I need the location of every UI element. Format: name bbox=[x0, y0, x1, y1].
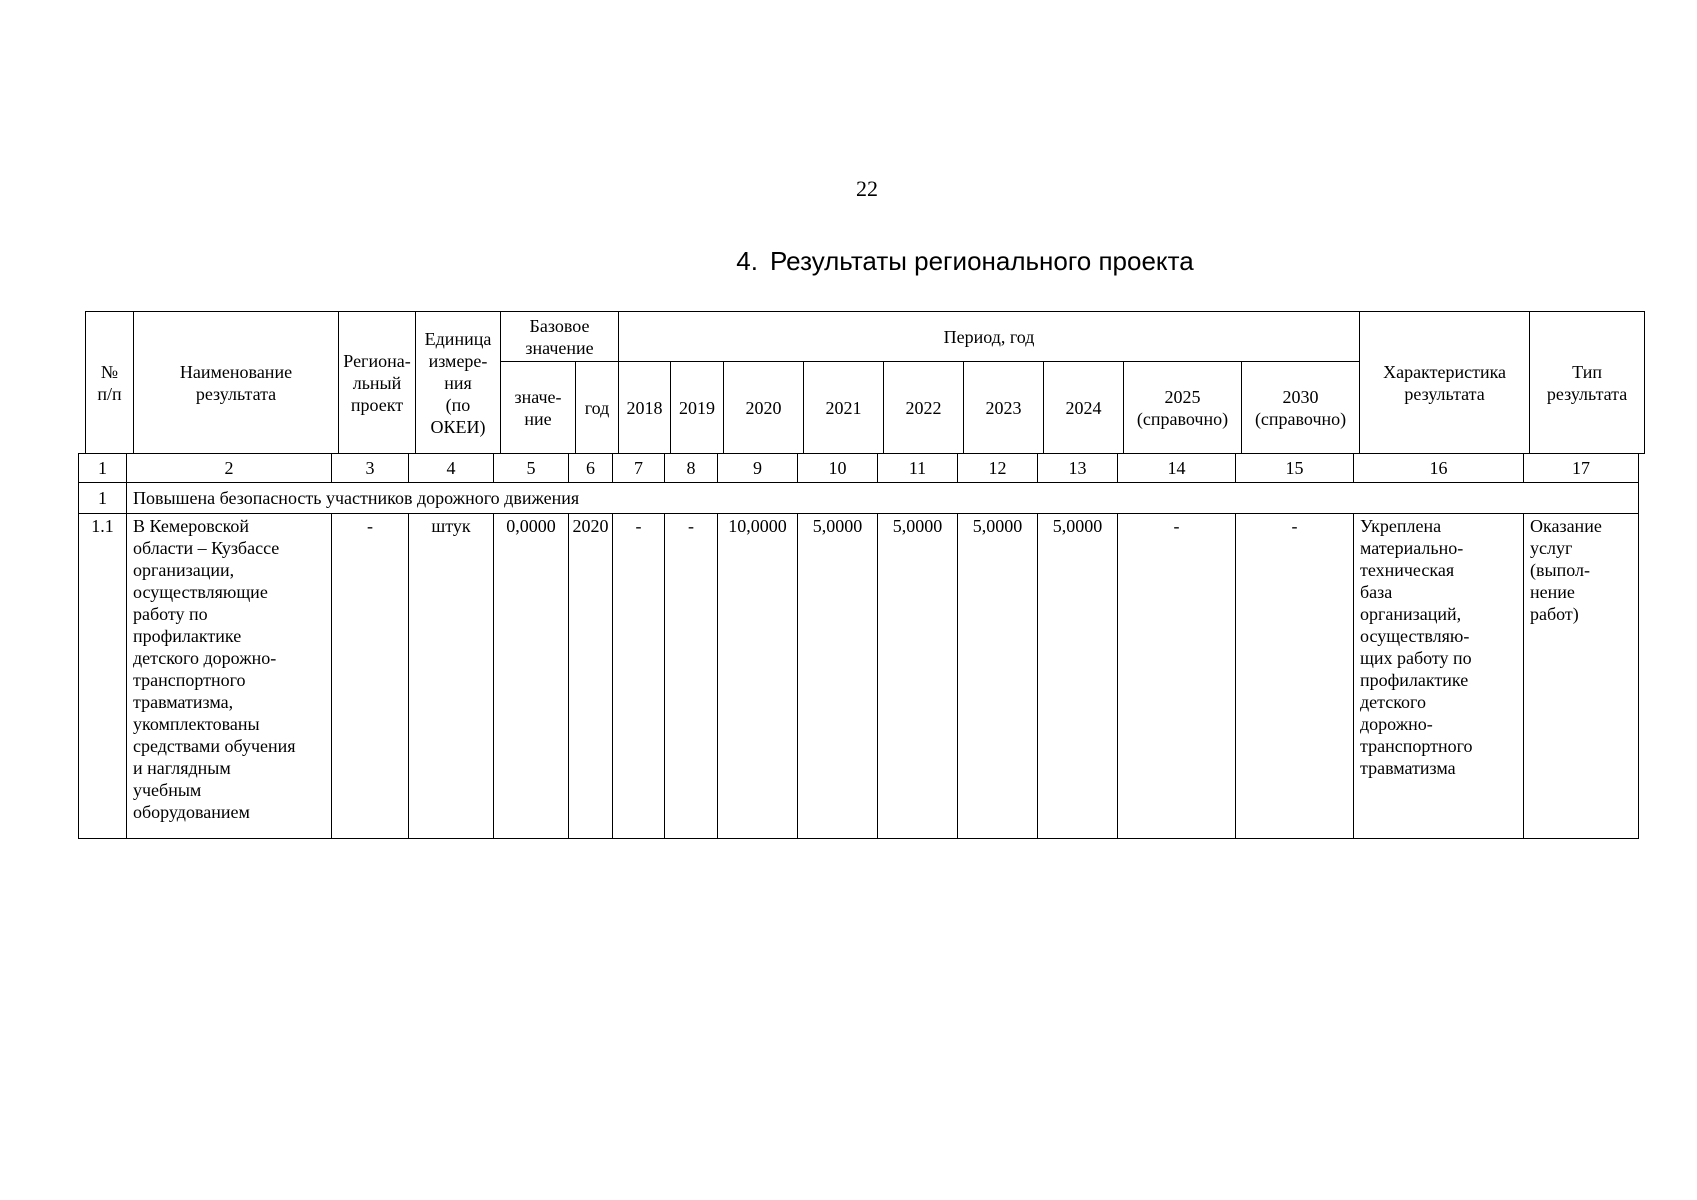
header-characteristic: Характеристика результата bbox=[1360, 312, 1530, 454]
row-base-value: 0,0000 bbox=[494, 514, 569, 839]
column-number: 12 bbox=[958, 454, 1038, 483]
section-title bbox=[0, 246, 1697, 277]
column-number: 4 bbox=[409, 454, 494, 483]
section-row bbox=[79, 483, 1639, 514]
header-year: 2021 bbox=[804, 362, 884, 454]
column-number: 1 bbox=[79, 454, 127, 483]
row-unit: штук bbox=[409, 514, 494, 839]
column-number: 7 bbox=[613, 454, 665, 483]
row-type: Оказание услуг (выпол- нение работ) bbox=[1524, 514, 1639, 839]
header-regional: Регионa- льный проект bbox=[339, 312, 416, 454]
row-num: 1.1 bbox=[79, 514, 127, 839]
row-name: В Кемеровской области – Кузбассе организации, осуществляющие работу по профилактике детского дорожно- транспортного травматизма, укомплектованы средствами обучения и наглядным учебным оборудованием bbox=[127, 514, 332, 839]
column-number: 10 bbox=[798, 454, 878, 483]
column-number: 11 bbox=[878, 454, 958, 483]
column-number-row bbox=[79, 454, 1639, 483]
column-number: 15 bbox=[1236, 454, 1354, 483]
header-unit: Единица измере- ния (по ОКЕИ) bbox=[416, 312, 501, 454]
header-period: Период, год bbox=[619, 312, 1360, 362]
row-characteristic: Укреплена материально- техническая база организаций, осуществляю- щих работу по профилактике детского дорожно- транспортного травматизма bbox=[1354, 514, 1524, 839]
row-base-year: 2020 bbox=[569, 514, 613, 839]
header-year: 2019 bbox=[671, 362, 724, 454]
section-title-text: Результаты регионального проекта bbox=[769, 246, 1194, 276]
results-table-body bbox=[78, 453, 1639, 839]
header-year: 2018 bbox=[619, 362, 671, 454]
row-value-2019: - bbox=[665, 514, 718, 839]
column-number: 6 bbox=[569, 454, 613, 483]
results-table-header bbox=[85, 311, 1645, 454]
row-value-2023: 5,0000 bbox=[958, 514, 1038, 839]
table-row bbox=[79, 514, 1639, 839]
row-value-2018: - bbox=[613, 514, 665, 839]
column-number: 5 bbox=[494, 454, 569, 483]
column-number: 14 bbox=[1118, 454, 1236, 483]
header-name: Наименование результата bbox=[134, 312, 339, 454]
column-number: 3 bbox=[332, 454, 409, 483]
page-number: 22 bbox=[856, 176, 878, 201]
section-row-num: 1 bbox=[79, 483, 127, 514]
header-num: № п/п bbox=[86, 312, 134, 454]
row-value-2025: - bbox=[1118, 514, 1236, 839]
row-regional: - bbox=[332, 514, 409, 839]
header-type: Тип результата bbox=[1530, 312, 1645, 454]
column-number: 2 bbox=[127, 454, 332, 483]
header-year: 2030 (справочно) bbox=[1242, 362, 1360, 454]
header-base-year: год bbox=[576, 362, 619, 454]
header-year: 2024 bbox=[1044, 362, 1124, 454]
header-base: Базовое значение bbox=[501, 312, 619, 362]
section-row-title: Повышена безопасность участников дорожного движения bbox=[127, 483, 1639, 514]
row-value-2022: 5,0000 bbox=[878, 514, 958, 839]
row-value-2030: - bbox=[1236, 514, 1354, 839]
header-year: 2023 bbox=[964, 362, 1044, 454]
row-value-2021: 5,0000 bbox=[798, 514, 878, 839]
header-base-value: значе- ние bbox=[501, 362, 576, 454]
column-number: 13 bbox=[1038, 454, 1118, 483]
column-number: 16 bbox=[1354, 454, 1524, 483]
column-number: 8 bbox=[665, 454, 718, 483]
column-number: 9 bbox=[718, 454, 798, 483]
column-number: 17 bbox=[1524, 454, 1639, 483]
header-year: 2025 (справочно) bbox=[1124, 362, 1242, 454]
header-year: 2022 bbox=[884, 362, 964, 454]
row-value-2020: 10,0000 bbox=[718, 514, 798, 839]
row-value-2024: 5,0000 bbox=[1038, 514, 1118, 839]
header-year: 2020 bbox=[724, 362, 804, 454]
section-number: 4. bbox=[736, 246, 758, 276]
